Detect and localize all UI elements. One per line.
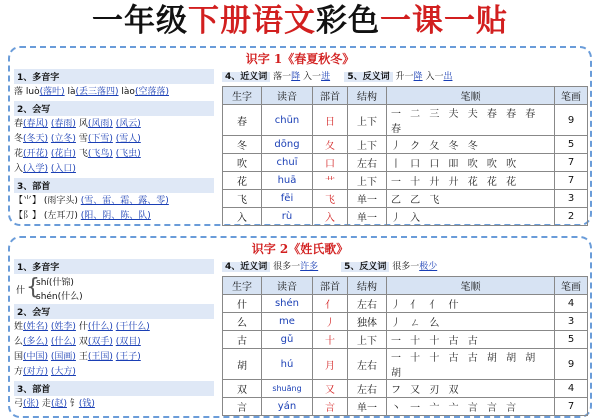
table-row: 胡 hú 月 左右 一 十 十 古 古 胡 胡 胡 胡 9 — [223, 349, 588, 380]
page-title — [0, 0, 600, 42]
word-line: 冬(冬天) (立冬) 雪(下雪) (雪人) — [14, 134, 141, 144]
polyphone-block: 什 { shí(什锦) shén(什么) — [16, 275, 83, 302]
polyphone-heading: 1、多音字 — [14, 259, 214, 274]
lesson-2-card — [8, 236, 592, 418]
table-row: 言 yán 言 单一 丶 一 亠 亠 言 言 言 7 — [223, 398, 588, 416]
lesson-2-right-panel — [222, 260, 588, 416]
lesson-1-character-table — [222, 86, 588, 226]
table-row: 吹 chuī 口 左右 丨 口 口 吅 吹 吹 吹 7 — [223, 154, 588, 172]
lesson-1-right-panel — [222, 70, 588, 226]
table-row: 双 shuāng 又 左右 フ 又 刃 双 4 — [223, 380, 588, 398]
lesson-1-synonym-antonym: 4、近义词 落一降 入一进 5、反义词 升一降 入一出 — [222, 70, 588, 84]
lesson-1-title: 识字 1《春夏秋冬》 — [245, 52, 355, 66]
write-heading: 2、会写 — [14, 101, 214, 116]
table-row: 飞 fēi 飞 单一 乙 乙 飞 3 — [223, 190, 588, 208]
title-part-2: 下册语文 — [188, 3, 316, 39]
table-row: 花 huā 艹 上下 一 十 廾 廾 花 花 花 7 — [223, 172, 588, 190]
title-part-1: 一年级 — [92, 3, 188, 39]
radical-line: 【阝】 (左耳刀) (阳、阴、陈、队) — [14, 211, 151, 221]
polyphone-heading: 1、多音字 — [14, 69, 214, 84]
table-row: 入 rù 入 单一 丿 入 2 — [223, 208, 588, 226]
word-line: 么(多么) (什么) 双(双手) (双目) — [14, 337, 141, 347]
word-line: 姓(姓名) (姓李) 什(什么) (干什么) — [14, 322, 150, 332]
polyphone-line: 落 luò(落叶) là(丢三落四) lào(空落落) — [14, 87, 169, 97]
lesson-2-left-panel — [14, 258, 214, 412]
title-part-4: 一课一贴 — [380, 3, 508, 39]
title-part-3: 彩色 — [316, 3, 380, 39]
lesson-2-character-table — [222, 276, 588, 416]
table-header-row: 生字 读音 部首 结构 笔顺 笔画 — [223, 277, 588, 295]
table-row: 么 me 丿 独体 丿 ㄥ 么 3 — [223, 313, 588, 331]
lesson-2-synonym-antonym: 4、近义词 很多一许多 5、反义词 很多一极少 — [222, 260, 588, 274]
table-row: 春 chūn 日 上下 一 二 三 夫 夫 春 春 春 春 9 — [223, 105, 588, 136]
table-row: 什 shén 亻 左右 丿 亻 亻 什 4 — [223, 295, 588, 313]
lesson-2-title: 识字 2《姓氏歌》 — [251, 242, 349, 256]
lesson-1-left-panel — [14, 68, 214, 224]
lesson-1-card — [8, 46, 592, 226]
radical-line: 弓(张) 走(赵) 钅(钱) — [14, 399, 95, 409]
table-header-row: 生字 读音 部首 结构 笔顺 笔画 — [223, 87, 588, 105]
word-line: 花(开花) (花白) 飞(飞鸟) (飞虫) — [14, 149, 141, 159]
radical-heading: 3、部首 — [14, 381, 214, 396]
word-line: 国(中国) (国画) 王(王国) (王子) — [14, 352, 141, 362]
word-line: 入(入学) (入口) — [14, 164, 76, 174]
radical-heading: 3、部首 — [14, 178, 214, 193]
word-line: 春(春风) (春雨) 风(风雨) (风云) — [14, 119, 141, 129]
word-line: 方(对方) (大方) — [14, 367, 76, 377]
write-heading: 2、会写 — [14, 304, 214, 319]
radical-line: 【⺌】 (雨字头) (雪、雷、霜、露、零) — [14, 196, 169, 206]
table-row: 冬 dōng 夂 上下 丿 ク 夂 冬 冬 5 — [223, 136, 588, 154]
table-row: 古 gǔ 十 上下 一 十 十 古 古 5 — [223, 331, 588, 349]
